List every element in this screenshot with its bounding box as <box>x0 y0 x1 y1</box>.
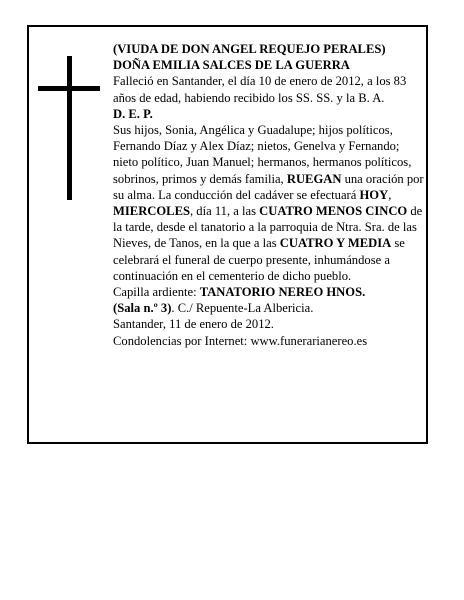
chapel-line <box>113 284 425 300</box>
prayer-text: una oración por su alma. La conducción del cadáver se efectuará <box>113 171 424 202</box>
day-text: , día 11, a las <box>189 204 260 219</box>
room-label: (Sala n.º 3) <box>113 301 172 316</box>
address-text: . C./ Repuente-La Albericia. <box>171 301 314 316</box>
funeral-notice-frame <box>27 25 428 444</box>
condolences-line: Condolencias por Internet: www.funerarianereo.es <box>113 333 368 348</box>
dep-line: D. E. P. <box>113 106 153 121</box>
room-address-line <box>113 300 425 316</box>
family-and-service-text <box>113 122 425 284</box>
first-time-text: CUATRO MENOS CINCO <box>259 204 408 219</box>
deceased-name: DOÑA EMILIA SALCES DE LA GUERRA <box>113 58 350 73</box>
chapel-name: TANATORIO NEREO HNOS. <box>199 285 366 300</box>
procession-text: de la tarde, desde el tanatorio a la parroquia de Ntra. Sra. de las Nieves, de Tanos, en la que a las <box>113 204 423 251</box>
second-time-text: CUATRO Y MEDIA <box>279 236 392 251</box>
comma-text: , <box>388 187 392 202</box>
chapel-label: Capilla ardiente: <box>113 285 200 300</box>
widow-line: (VIUDA DE DON ANGEL REQUEJO PERALES) <box>113 42 386 56</box>
cross-icon <box>38 56 100 200</box>
funeral-text: se celebrará el funeral de cuerpo presente, inhumándose a continuación en el cementerio de dicho pueblo. <box>113 236 405 283</box>
family-text: Sus hijos, Sonia, Angélica y Guadalupe; hijos políticos, Fernando Díaz y Alex Díaz; nietos, Genelva y Fernando; nieto político, Juan Manuel; hermanos, hermanos políticos, sobrinos, primos y demás familia, <box>113 123 412 186</box>
ruegan-text: RUEGAN <box>286 171 342 186</box>
date-line: Santander, 11 de enero de 2012. <box>113 317 274 332</box>
hoy-text: HOY <box>359 187 389 202</box>
notice-text <box>113 41 425 349</box>
miercoles-text: MIERCOLES <box>113 204 190 219</box>
cross-horizontal-bar <box>38 86 100 91</box>
cross-vertical-bar <box>67 56 72 200</box>
death-text: Falleció en Santander, el día 10 de enero de 2012, a los 83 años de edad, habiendo recibido los SS. SS. y la B. A. <box>113 74 407 105</box>
